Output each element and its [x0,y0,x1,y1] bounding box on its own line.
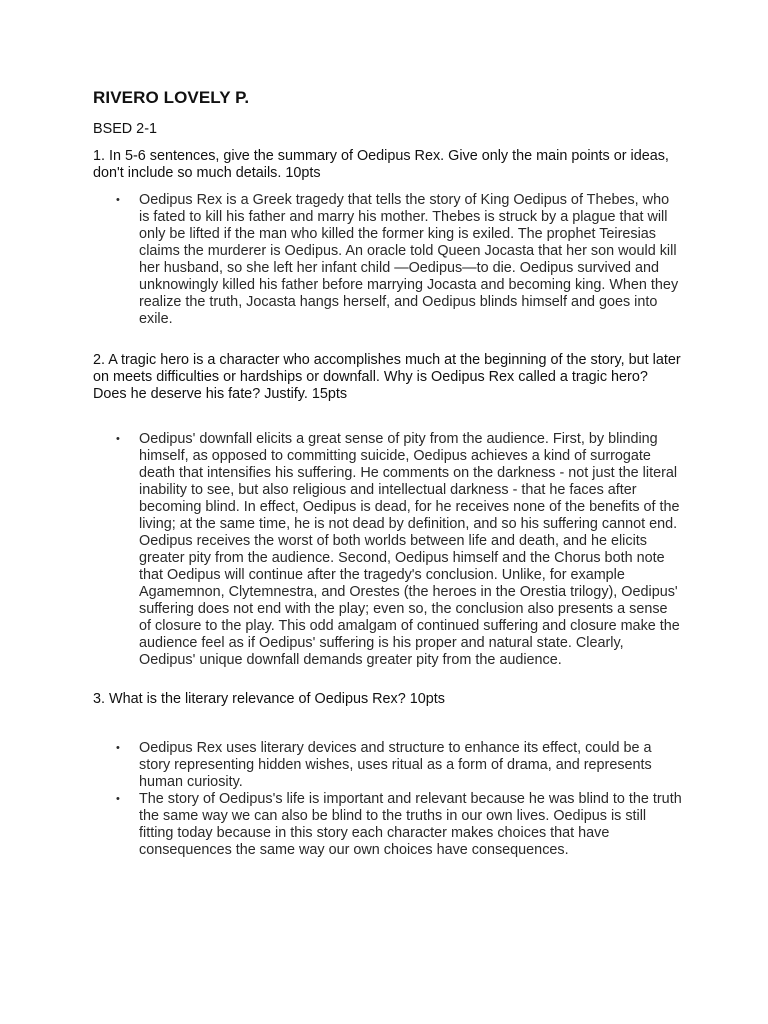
bullet-icon: • [116,433,120,445]
list-item [93,192,683,328]
answer-text: The story of Oedipus's life is important and relevant because he was blind to the truth the same way we can also be blind to the truths in our own lives. Oedipus is still fitting today because in this story each character makes choices that have consequences the same way our own choices have consequences. [139,791,682,858]
bullet-icon: • [116,793,120,805]
student-section: BSED 2-1 [93,121,157,137]
document-page [93,88,683,859]
question-2-prompt: 2. A tragic hero is a character who accomplishes much at the beginning of the story, but later on meets difficulties or hardships or downfall. Why is Oedipus Rex called a tragic hero? Does he deserve his fate? Justify. 15pts [93,352,681,402]
question-3-answers [93,740,683,859]
student-name: RIVERO LOVELY P. [93,88,250,107]
list-item [93,431,683,669]
answer-text: Oedipus' downfall elicits a great sense of pity from the audience. First, by blinding himself, as opposed to committing suicide, Oedipus achieves a kind of surrogate death that intensifies his suffering. He comments on the darkness - not just the literal inability to see, but also religious and intellectual darkness - that he faces after becoming blind. In effect, Oedipus is dead, for he receives none of the benefits of the living; at the same time, he is not dead by definition, and so his suffering cannot end. Oedipus receives the worst of both worlds between life and death, and he elicits greater pity from the audience. Second, Oedipus himself and the Chorus both note that Oedipus will continue after the tragedy's conclusion. Unlike, for example Agamemnon, Clytemnestra, and Orestes (the heroes in the Orestia trilogy), Oedipus' suffering does not end with the play; even so, the conclusion also presents a sense of closure to the play. This odd amalgam of continued suffering and closure make the audience feel as if Oedipus' suffering is his proper and natural state. Clearly, Oedipus' unique downfall demands greater pity from the audience. [139,431,680,668]
question-1-prompt: 1. In 5-6 sentences, give the summary of Oedipus Rex. Give only the main points or ideas, don't include so much details. 10pts [93,148,669,181]
answer-text: Oedipus Rex is a Greek tragedy that tells the story of King Oedipus of Thebes, who is fated to kill his father and marry his mother. Thebes is struck by a plague that will only be lifted if the man who killed the former king is exiled. The prophet Teiresias claims the murderer is Oedipus. An oracle told Queen Jocasta that her son would kill her husband, so she left her infant child —Oedipus—to die. Oedipus survived and unknowingly killed his father before marrying Jocasta and becoming king. When they realize the truth, Jocasta hangs herself, and Oedipus blinds himself and goes into exile. [139,192,679,327]
bullet-icon: • [116,742,120,754]
bullet-icon: • [116,194,120,206]
list-item [93,791,683,859]
question-1-answers [93,192,683,328]
list-item [93,740,683,791]
question-3-prompt: 3. What is the literary relevance of Oedipus Rex? 10pts [93,691,445,707]
question-2-answers [93,431,683,669]
answer-text: Oedipus Rex uses literary devices and structure to enhance its effect, could be a story representing hidden wishes, uses ritual as a form of drama, and represents human curiosity. [139,740,652,790]
